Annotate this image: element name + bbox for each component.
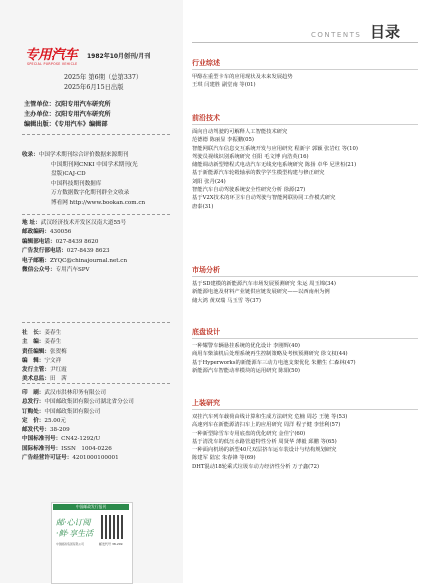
publisher-row: 主办单位：汉阳专用汽车研究所 [24,111,111,118]
publish-date: 2025年6月15日出版 [64,84,124,91]
journal-logo-subtitle: SPECIAL PURPOSE VEHICLE [27,62,78,66]
section-title: 上装研究 [192,399,220,407]
contact-row: 编辑部电话：027-8439 8620 [22,238,99,245]
publisher-info [24,100,111,130]
staff-row: 社 长：姜春生 [22,330,62,336]
article-entry[interactable]: 基于新能源汽车轮毂轴承的数学学生模型构建与修正研究 [192,170,325,177]
section-title: 底盘设计 [192,328,220,336]
qr-code-icon [101,515,125,539]
postal-subscription-seal [51,502,131,582]
divider [22,214,170,215]
masthead-panel [0,0,183,583]
section-rule [192,69,418,70]
contact-row: 广告发行部电话：027-8439 8623 [22,248,110,255]
article-entry[interactable]: 面向自动驾驶的可解释人工智能技术研究 [192,129,288,135]
staff-row: 美术总监：田 茜 [22,376,67,383]
contact-row: 微信公众号：专用汽车SPV [22,267,90,274]
article-authors: 刘阳 张丹(24) [192,178,226,185]
founding-info: 1982年10月创刊/月刊 [87,53,151,60]
seal-caption: 中国邮政集团有限公司 [56,542,84,546]
section-rule [192,124,418,125]
print-row: 中国标准刊号：CN42-1292/U [22,436,101,443]
table-of-contents [183,0,427,583]
publisher-row: 编辑出版：《专用汽车》编辑部 [24,121,108,128]
article-entry[interactable]: 一种面向机场的新型40尺双层挤车运车装设计与结构规划研究 [192,447,337,454]
print-row: 总发行：中国邮政集团有限公司湖北省分公司 [22,399,134,406]
contents-label: CONTENTS [311,31,362,39]
issue-info [64,73,142,93]
article-entry[interactable]: 智能汽车自动驾驶系统安全性研究分析 徐源(27) [192,187,306,194]
section-market-analysis [192,265,418,305]
staff-row: 编 辑：宁文祥 [22,357,62,364]
article-entry[interactable]: 基于清洗车的低压水路管道特性分析 周贤华 薄毅 邱鹏 等(65) [192,438,337,445]
article-entry[interactable]: 双挂汽车列车载荷由线计算和生成方法研究 危楠 周芯 王驰 等(53) [192,414,348,420]
section-frontier-tech [192,113,418,211]
article-entry[interactable]: 基于V2X技术的环卫车自动驾驶与智能网联协同工作模式研究 [192,195,336,202]
section-rule [192,409,418,410]
print-row: 国际标准刊号：ISSN 1004-0226 [22,445,112,452]
divider [22,383,170,384]
article-entry[interactable]: 新能源汽车智能动率模块的运用研究 陈娟(50) [192,367,300,374]
title-rule [192,42,418,43]
contact-row: 电子邮箱：ZYQC@chinajournal.net.cn [22,257,128,264]
section-rule [192,276,418,277]
article-entry[interactable]: 驾驶员视线识别系统研究 任阳 毛文博 向浩英(16) [192,153,309,160]
section-title: 前沿技术 [192,114,220,122]
staff-row: 主 编：姜春生 [22,339,62,346]
toc-title: 目录 [370,23,401,41]
article-entry[interactable]: 储能调动新型增程式电动汽车无线充电系统研究 陈扬 卓华 尼世桓(21) [192,162,357,169]
article-authors: 陈建军 陆宏 朱春锋 等(69) [192,455,256,462]
article-entry[interactable]: DHT混动18轮乘式垃圾车动力经济性分析 万子鑫(72) [192,463,320,470]
article-entry[interactable]: 高速列车在新能源清扫车上的应用研究 周洋 程子健 李营利(57) [192,422,341,429]
editorial-staff [22,329,67,385]
section-chassis-design [192,327,418,375]
printing-info [22,389,134,463]
section-title: 行业综述 [192,59,220,67]
seal-header: 中国邮政发行报刊 [75,504,107,509]
article-entry[interactable]: 商用车柴油机后处理系统再生控制策略及考核预测研究 徐文权(44) [192,351,348,358]
article-entry[interactable]: 一种新型除雪车专用底盘的优化研究 金佳宁(60) [192,430,306,437]
issue-number: 2025年 第6期（总第337） [64,74,143,81]
article-entry[interactable]: 基于Hyperworks的新能源车三动力电池支架优化 朱鹏生 仁森林(47) [192,359,356,366]
print-row: 印 刷：武汉市洪林印务有限公司 [22,390,106,396]
indexing-list: 收录：中国学术期刊综合评价数据来源期刊 中国期刊网CNKI 中国学术期刊(光 盘版)CAJ-CD 中国科技期刊数据库 万方数据数字化期刊群全文收录 博看网 http://www.bookan.com.cn [22,152,146,206]
article-authors: 储大鸿 黄双瑞 马玉雪 等(37) [192,297,261,304]
staff-row: 责任编辑：张贺梅 [22,348,67,355]
section-rule [192,338,418,339]
contact-row: 邮政编码：430056 [22,229,72,236]
print-row: 广告经营许可证号：4201000100001 [22,455,119,462]
publisher-row: 主管单位：汉阳专用汽车研究所 [24,101,111,108]
print-row: 订购处：中国邮政集团有限公司 [22,408,101,415]
print-row: 定 价：25.00元 [22,417,66,424]
section-title: 市场分析 [192,266,220,274]
contact-row: 地 址：武汉经济技术开发区汉南大道55号 [22,220,127,226]
article-authors: 唐泰(31) [192,203,214,210]
divider [22,134,170,135]
seal-code: 邮发代号 38-209 [99,542,123,546]
article-authors: 王琪 闫建胜 副堂南 等(01) [192,82,256,89]
divider [22,322,170,323]
print-row: 邮发代号：38-209 [22,427,70,434]
section-body-research [192,398,418,471]
seal-slogan: 邮·心订阅 ·鲜·享生活 [56,518,94,538]
staff-row: 发行主管：尹红霞 [22,367,67,374]
article-entry[interactable]: 智能网联汽车信息交互系统开发与应用研究 程新宇 郭颖 张岩红 等(10) [192,145,358,152]
article-entry[interactable]: 一种耀警车辆悬挂系统的优化设计 李刚辉(40) [192,343,300,349]
article-authors: 范德德 陈丽显 李振鹏(05) [192,137,254,144]
article-entry[interactable]: 新能源电池及材料产业链供应链发展研究——以西南州为例 [192,289,330,296]
section-industry-review [192,58,418,90]
journal-logo: 专用汽车 [25,47,77,63]
article-entry[interactable]: 基于SD建模的新能源汽车市场发展预测研究 朱运 周玉锦(34) [192,281,336,287]
contact-info [22,219,127,275]
article-entry[interactable]: 甲醇在重型卡车的应用现状及未来发展趋势 [192,74,293,80]
